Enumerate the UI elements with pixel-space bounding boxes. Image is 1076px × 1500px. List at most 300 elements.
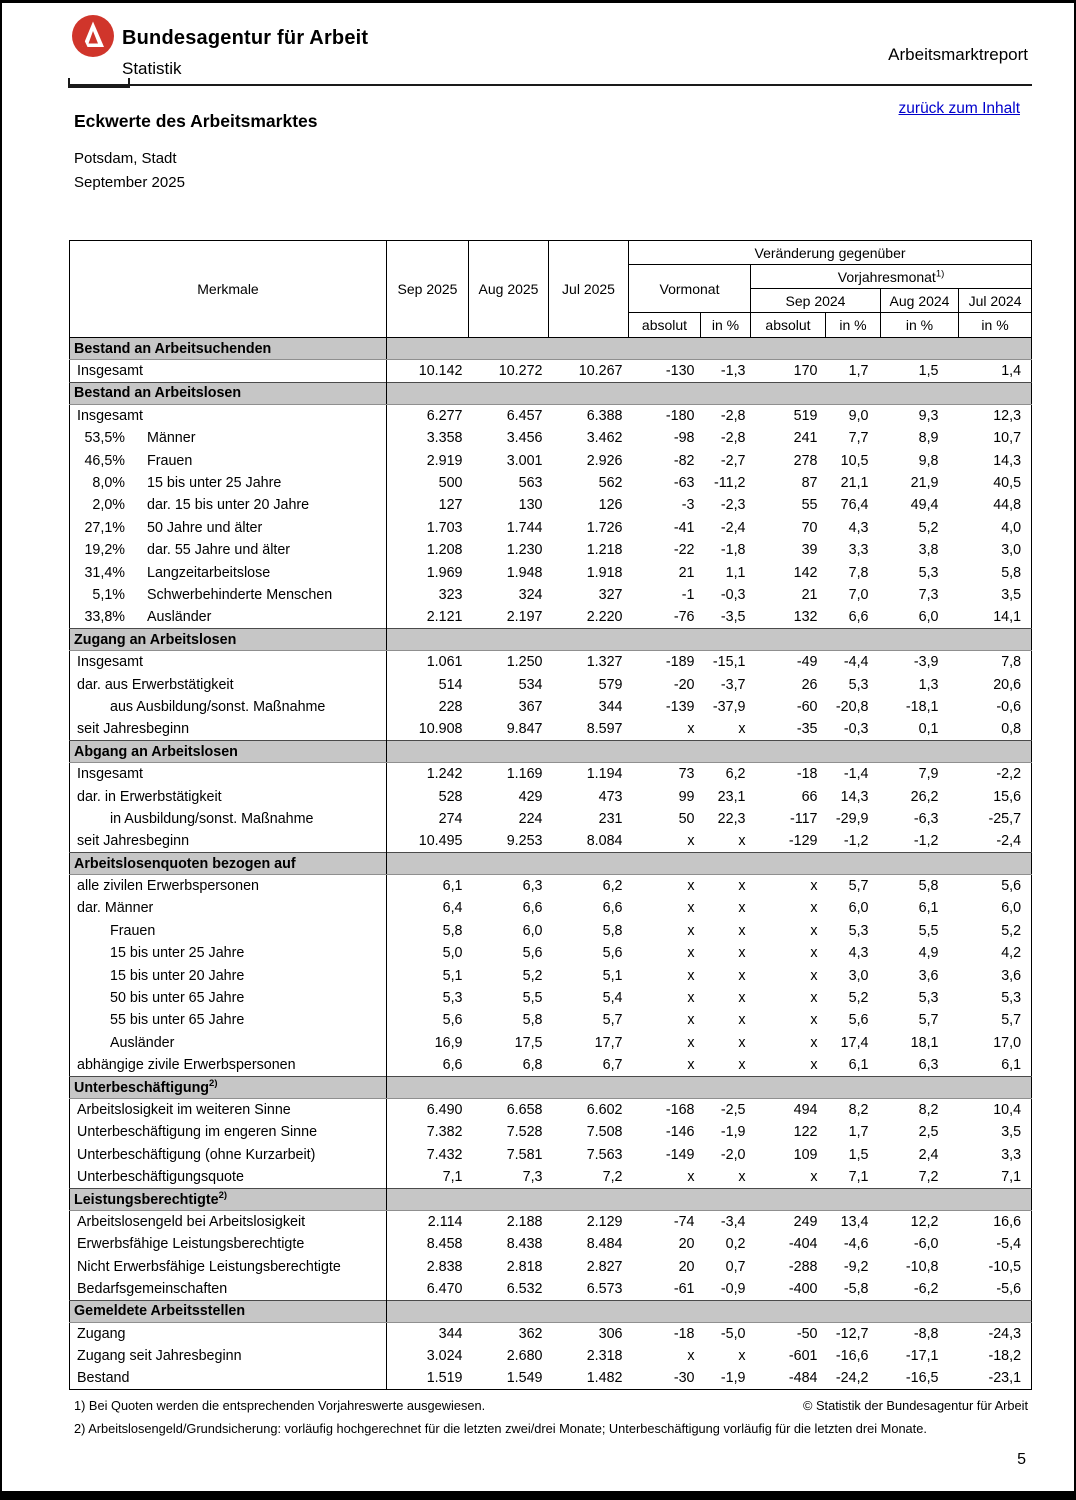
row-label-cell: Unterbeschäftigung im engeren Sinne [70, 1121, 387, 1143]
value-cell: 87 [801, 475, 818, 492]
row-label: Männer [147, 430, 196, 447]
row-label-cell: aus Ausbildung/sonst. Maßnahme [70, 696, 387, 718]
value-cell: x [687, 990, 695, 1007]
value-cell: -11,2 [713, 475, 746, 492]
value-cell: 224 [518, 810, 543, 827]
value-cell: 5,5 [522, 990, 543, 1007]
value-cell: 3,5 [1001, 586, 1022, 603]
value-cell: x [738, 721, 746, 738]
value-cell: 14,3 [993, 452, 1022, 469]
value-cell: 5,3 [848, 676, 869, 693]
row-share-percent: 5,1% [92, 586, 125, 603]
col-header-merkmale: Merkmale [70, 241, 387, 338]
section-title: Bestand an Arbeitsuchenden [70, 338, 387, 360]
value-cell: 5,3 [918, 564, 939, 581]
value-cell: 7,3 [522, 1168, 543, 1185]
row-label-cell [70, 561, 387, 583]
row-label-cell [70, 584, 387, 606]
brand-name: Bundesagentur für Arbeit [122, 27, 369, 49]
value-cell: 6,2 [725, 766, 746, 783]
table-row [70, 449, 1032, 471]
value-cell: 1.969 [426, 564, 463, 581]
value-cell: 2.318 [586, 1348, 623, 1365]
table-row [70, 1211, 1032, 1233]
value-cell: 8,9 [918, 430, 939, 447]
value-cell: -5,8 [843, 1280, 869, 1297]
value-cell: 13,4 [840, 1214, 869, 1231]
value-cell: 5,6 [848, 1012, 869, 1029]
value-cell: 5,6 [522, 945, 543, 962]
value-cell: 1,4 [1001, 363, 1022, 380]
section-filler-cell [387, 741, 1032, 763]
value-cell: 44,8 [993, 497, 1022, 514]
section-filler-cell [387, 382, 1032, 404]
value-cell: -139 [665, 698, 695, 715]
value-cell: 2.818 [506, 1258, 543, 1275]
value-cell: 1.208 [426, 542, 463, 559]
value-cell: -3 [681, 497, 695, 514]
back-to-contents-link[interactable]: zurück zum Inhalt [898, 100, 1020, 117]
section-header-row [70, 629, 1032, 651]
value-cell: 7,8 [1001, 654, 1022, 671]
row-label-cell: Insgesamt [70, 651, 387, 673]
value-cell: 5,8 [442, 922, 463, 939]
value-cell: 1,5 [848, 1146, 869, 1163]
value-cell: -60 [796, 698, 818, 715]
value-cell: -98 [673, 430, 695, 447]
value-cell: 9,3 [918, 408, 939, 425]
header-rule-tick-left [68, 78, 70, 86]
value-cell: 26 [801, 676, 818, 693]
value-cell: 5,8 [918, 878, 939, 895]
value-cell: 9,8 [918, 452, 939, 469]
page-title: Eckwerte des Arbeitsmarktes [74, 111, 318, 131]
page-number: 5 [1017, 1451, 1026, 1468]
value-cell: 127 [438, 497, 463, 514]
value-cell: -4,6 [843, 1236, 869, 1253]
value-cell: x [738, 878, 746, 895]
section-header-row [70, 1076, 1032, 1098]
table-row [70, 920, 1032, 942]
value-cell: -25,7 [988, 810, 1022, 827]
value-cell: -18 [673, 1326, 695, 1343]
value-cell: 1.549 [506, 1370, 543, 1387]
table-row [70, 494, 1032, 516]
table-row [70, 539, 1032, 561]
value-cell: 20,6 [993, 676, 1022, 693]
value-cell: 8.484 [586, 1236, 623, 1253]
report-type-label: Arbeitsmarktreport [888, 45, 1028, 64]
value-cell: -484 [788, 1370, 818, 1387]
value-cell: -9,2 [843, 1258, 869, 1275]
value-cell: -41 [673, 519, 695, 536]
value-cell: 6,6 [602, 900, 623, 917]
value-cell: x [687, 922, 695, 939]
value-cell: 21 [801, 586, 818, 603]
col-header-aug-pct: in % [881, 313, 959, 338]
row-label-cell: Arbeitslosigkeit im weiteren Sinne [70, 1099, 387, 1121]
value-cell: 2.197 [506, 609, 543, 626]
value-cell: 231 [598, 810, 623, 827]
value-cell: -1,2 [843, 833, 869, 850]
value-cell: -63 [673, 475, 695, 492]
value-cell: -17,1 [905, 1348, 939, 1365]
row-label-cell: 50 bis unter 65 Jahre [70, 987, 387, 1009]
value-cell: -0,3 [720, 586, 746, 603]
value-cell: 6.573 [586, 1280, 623, 1297]
row-label: Langzeitarbeitslose [147, 564, 271, 581]
value-cell: 6,0 [848, 900, 869, 917]
vorjahresmonat-text: Vorjahresmonat [837, 268, 936, 285]
value-cell: 514 [438, 676, 463, 693]
value-cell: -3,4 [720, 1214, 746, 1231]
table-row [70, 517, 1032, 539]
table-row [70, 964, 1032, 986]
value-cell: 5,3 [442, 990, 463, 1007]
value-cell: 2.926 [586, 452, 623, 469]
value-cell: 1.519 [426, 1370, 463, 1387]
value-cell: 7,1 [1001, 1168, 1022, 1185]
value-cell: 7,0 [848, 586, 869, 603]
value-cell: 3,3 [848, 542, 869, 559]
value-cell: 8.597 [586, 721, 623, 738]
value-cell: -117 [789, 810, 818, 827]
value-cell: 8.458 [426, 1236, 463, 1253]
value-cell: 76,4 [840, 497, 869, 514]
value-cell: 429 [518, 788, 543, 805]
value-cell: 6,6 [442, 1056, 463, 1073]
value-cell: 6,6 [522, 900, 543, 917]
value-cell: 49,4 [910, 497, 939, 514]
value-cell: x [738, 967, 746, 984]
value-cell: 3,6 [918, 967, 939, 984]
value-cell: 99 [678, 788, 695, 805]
section-footnote-marker: 2) [218, 1189, 228, 1201]
value-cell: -6,2 [913, 1280, 939, 1297]
value-cell: -3,7 [720, 676, 746, 693]
value-cell: 7.382 [426, 1124, 463, 1141]
value-cell: x [687, 967, 695, 984]
value-cell: 7,8 [848, 564, 869, 581]
row-label-cell: 15 bis unter 25 Jahre [70, 942, 387, 964]
value-cell: 3,0 [1001, 542, 1022, 559]
value-cell: -6,3 [913, 810, 939, 827]
value-cell: 6,1 [848, 1056, 869, 1073]
value-cell: 10.142 [418, 363, 463, 380]
value-cell: 3.456 [506, 430, 543, 447]
section-filler-cell [387, 629, 1032, 651]
value-cell: -146 [665, 1124, 695, 1141]
value-cell: -2,8 [720, 408, 746, 425]
row-label-cell: Zugang seit Jahresbeginn [70, 1345, 387, 1367]
value-cell: x [738, 1168, 746, 1185]
value-cell: 40,5 [993, 475, 1022, 492]
value-cell: x [810, 1034, 818, 1051]
table-row [70, 718, 1032, 740]
col-header-aug-2025: Aug 2025 [469, 241, 549, 338]
value-cell: -37,9 [712, 698, 746, 715]
value-cell: -18 [796, 766, 818, 783]
value-cell: 5,7 [848, 878, 869, 895]
row-label-cell [70, 472, 387, 494]
value-cell: -4,4 [843, 654, 869, 671]
value-cell: 2,5 [918, 1124, 939, 1141]
value-cell: -2,4 [720, 519, 746, 536]
value-cell: 344 [438, 1326, 463, 1343]
value-cell: -30 [673, 1370, 695, 1387]
table-row [70, 1121, 1032, 1143]
row-share-percent: 33,8% [84, 609, 125, 626]
value-cell: -168 [665, 1102, 695, 1119]
value-cell: 6,1 [918, 900, 939, 917]
value-cell: 6,1 [1001, 1056, 1022, 1073]
value-cell: -400 [788, 1280, 818, 1297]
value-cell: 39 [801, 542, 818, 559]
value-cell: 306 [598, 1326, 623, 1343]
value-cell: x [687, 721, 695, 738]
value-cell: x [687, 1348, 695, 1365]
table-header [70, 241, 1032, 338]
value-cell: 473 [598, 788, 623, 805]
value-cell: -2,5 [720, 1102, 746, 1119]
value-cell: -76 [673, 609, 695, 626]
value-cell: 5,8 [1001, 564, 1022, 581]
value-cell: 6,4 [442, 900, 463, 917]
row-label-cell [70, 539, 387, 561]
value-cell: -1,9 [720, 1370, 746, 1387]
row-share-percent: 2,0% [92, 497, 125, 514]
section-header-row [70, 852, 1032, 874]
row-share-percent: 53,5% [84, 430, 125, 447]
value-cell: 562 [598, 475, 623, 492]
section-filler-cell [387, 1300, 1032, 1322]
row-label-cell [70, 427, 387, 449]
value-cell: 126 [598, 497, 623, 514]
value-cell: -20,8 [835, 698, 869, 715]
value-cell: 21,9 [910, 475, 939, 492]
value-cell: x [687, 1056, 695, 1073]
value-cell: 10.267 [578, 363, 623, 380]
value-cell: 17,4 [840, 1034, 869, 1051]
value-cell: 1,5 [918, 363, 939, 380]
value-cell: -130 [665, 363, 695, 380]
value-cell: 1.703 [426, 519, 463, 536]
value-cell: 324 [518, 586, 543, 603]
table-row [70, 1256, 1032, 1278]
value-cell: -10,8 [905, 1258, 939, 1275]
table-row [70, 1345, 1032, 1367]
value-cell: x [738, 990, 746, 1007]
value-cell: 109 [793, 1146, 818, 1163]
value-cell: 6,8 [522, 1056, 543, 1073]
value-cell: -1,9 [720, 1124, 746, 1141]
value-cell: 7.563 [586, 1146, 623, 1163]
table-row [70, 897, 1032, 919]
row-label: 15 bis unter 25 Jahre [147, 475, 282, 492]
value-cell: 274 [438, 810, 463, 827]
value-cell: 528 [438, 788, 463, 805]
value-cell: 1.061 [426, 654, 463, 671]
value-cell: 1,7 [848, 1124, 869, 1141]
value-cell: -22 [673, 542, 695, 559]
value-cell: -8,8 [913, 1326, 939, 1343]
value-cell: -5,4 [996, 1236, 1022, 1253]
value-cell: 5,6 [1001, 878, 1022, 895]
value-cell: 4,0 [1001, 519, 1022, 536]
value-cell: 5,2 [1001, 922, 1022, 939]
value-cell: -1,8 [720, 542, 746, 559]
value-cell: -3,5 [720, 609, 746, 626]
table-row [70, 1032, 1032, 1054]
section-header-row [70, 741, 1032, 763]
value-cell: -149 [665, 1146, 695, 1163]
table-row [70, 1367, 1032, 1389]
col-header-vj-absolut: absolut [751, 313, 826, 338]
value-cell: 7,1 [442, 1168, 463, 1185]
section-title: Arbeitslosenquoten bezogen auf [70, 852, 387, 874]
region-label: Potsdam, Stadt [74, 150, 177, 167]
row-label-cell: Insgesamt [70, 405, 387, 427]
eckwerte-table [69, 240, 1032, 1390]
value-cell: 7,3 [918, 586, 939, 603]
row-label-cell: Insgesamt [70, 763, 387, 785]
table-row [70, 1278, 1032, 1300]
value-cell: 17,5 [514, 1034, 543, 1051]
value-cell: 2,4 [918, 1146, 939, 1163]
value-cell: 17,0 [993, 1034, 1022, 1051]
value-cell: 5,5 [918, 922, 939, 939]
value-cell: 2.220 [586, 609, 623, 626]
value-cell: 327 [598, 586, 623, 603]
value-cell: 519 [793, 408, 818, 425]
section-filler-cell [387, 338, 1032, 360]
value-cell: -82 [673, 452, 695, 469]
value-cell: 1.194 [586, 766, 623, 783]
value-cell: x [687, 833, 695, 850]
value-cell: 228 [438, 698, 463, 715]
eckwerte-table-wrapper [69, 240, 1032, 1390]
table-row [70, 1233, 1032, 1255]
value-cell: -1,3 [720, 363, 746, 380]
value-cell: -50 [796, 1326, 818, 1343]
value-cell: 6,6 [848, 609, 869, 626]
value-cell: 16,9 [434, 1034, 463, 1051]
section-header-row [70, 382, 1032, 404]
value-cell: 0,7 [725, 1258, 746, 1275]
table-row [70, 942, 1032, 964]
value-cell: x [687, 945, 695, 962]
value-cell: 5,6 [602, 945, 623, 962]
value-cell: 132 [793, 609, 818, 626]
value-cell: x [810, 967, 818, 984]
row-label-cell: dar. aus Erwerbstätigkeit [70, 673, 387, 695]
value-cell: 6.602 [586, 1102, 623, 1119]
value-cell: 6.658 [506, 1102, 543, 1119]
value-cell: 10,7 [993, 430, 1022, 447]
col-header-aug-2024: Aug 2024 [881, 289, 959, 313]
value-cell: 21,1 [840, 475, 869, 492]
value-cell: -1,2 [913, 833, 939, 850]
value-cell: 1.242 [426, 766, 463, 783]
value-cell: 1.250 [506, 654, 543, 671]
value-cell: 579 [598, 676, 623, 693]
table-row [70, 1323, 1032, 1345]
value-cell: -0,3 [843, 721, 869, 738]
value-cell: x [810, 1056, 818, 1073]
value-cell: -404 [788, 1236, 818, 1253]
footnote-1: 1) Bei Quoten werden die entsprechenden Vorjahreswerte ausgewiesen. [74, 1398, 486, 1413]
value-cell: 2.114 [427, 1214, 463, 1231]
value-cell: -129 [788, 833, 818, 850]
value-cell: 563 [518, 475, 543, 492]
value-cell: 8.438 [506, 1236, 543, 1253]
value-cell: 4,3 [848, 519, 869, 536]
value-cell: 12,3 [993, 408, 1022, 425]
value-cell: 2.838 [426, 1258, 463, 1275]
value-cell: 1.918 [586, 564, 623, 581]
value-cell: -20 [673, 676, 695, 693]
value-cell: -10,5 [988, 1258, 1022, 1275]
table-row [70, 584, 1032, 606]
value-cell: 130 [518, 497, 543, 514]
table-body [70, 338, 1032, 1390]
value-cell: 20 [678, 1236, 695, 1253]
value-cell: 5,3 [848, 922, 869, 939]
value-cell: -1 [681, 586, 695, 603]
value-cell: 5,3 [1001, 990, 1022, 1007]
value-cell: 5,8 [522, 1012, 543, 1029]
value-cell: 5,8 [602, 922, 623, 939]
value-cell: x [738, 1348, 746, 1365]
value-cell: 5,7 [918, 1012, 939, 1029]
value-cell: -16,6 [835, 1348, 869, 1365]
copyright-notice: © Statistik der Bundesagentur für Arbeit [803, 1398, 1028, 1413]
value-cell: 26,2 [910, 788, 939, 805]
row-label-cell [70, 517, 387, 539]
section-header-row [70, 338, 1032, 360]
value-cell: -0,6 [996, 698, 1022, 715]
month-label: September 2025 [74, 174, 185, 191]
value-cell: 7.508 [586, 1124, 623, 1141]
col-header-vj-pct: in % [826, 313, 881, 338]
col-header-vormonat: Vormonat [629, 265, 751, 313]
value-cell: 0,1 [918, 721, 939, 738]
table-row [70, 763, 1032, 785]
value-cell: 3.462 [586, 430, 623, 447]
value-cell: 1.948 [506, 564, 543, 581]
value-cell: 21 [678, 564, 695, 581]
row-label-cell: Insgesamt [70, 360, 387, 382]
value-cell: 50 [678, 810, 695, 827]
table-row [70, 808, 1032, 830]
value-cell: -180 [665, 408, 695, 425]
row-label: Ausländer [147, 609, 212, 626]
value-cell: 1,7 [848, 363, 869, 380]
value-cell: -12,7 [835, 1326, 869, 1343]
value-cell: x [810, 945, 818, 962]
value-cell: 7,9 [918, 766, 939, 783]
value-cell: 5,6 [442, 1012, 463, 1029]
value-cell: 5,7 [1001, 1012, 1022, 1029]
value-cell: 6,0 [1001, 900, 1022, 917]
section-footnote-marker: 2) [209, 1077, 218, 1089]
value-cell: 9,0 [848, 408, 869, 425]
row-label-cell: Arbeitslosengeld bei Arbeitslosigkeit [70, 1211, 387, 1233]
value-cell: x [810, 1012, 818, 1029]
value-cell: 500 [438, 475, 463, 492]
value-cell: -2,4 [996, 833, 1022, 850]
value-cell: 6,0 [918, 609, 939, 626]
